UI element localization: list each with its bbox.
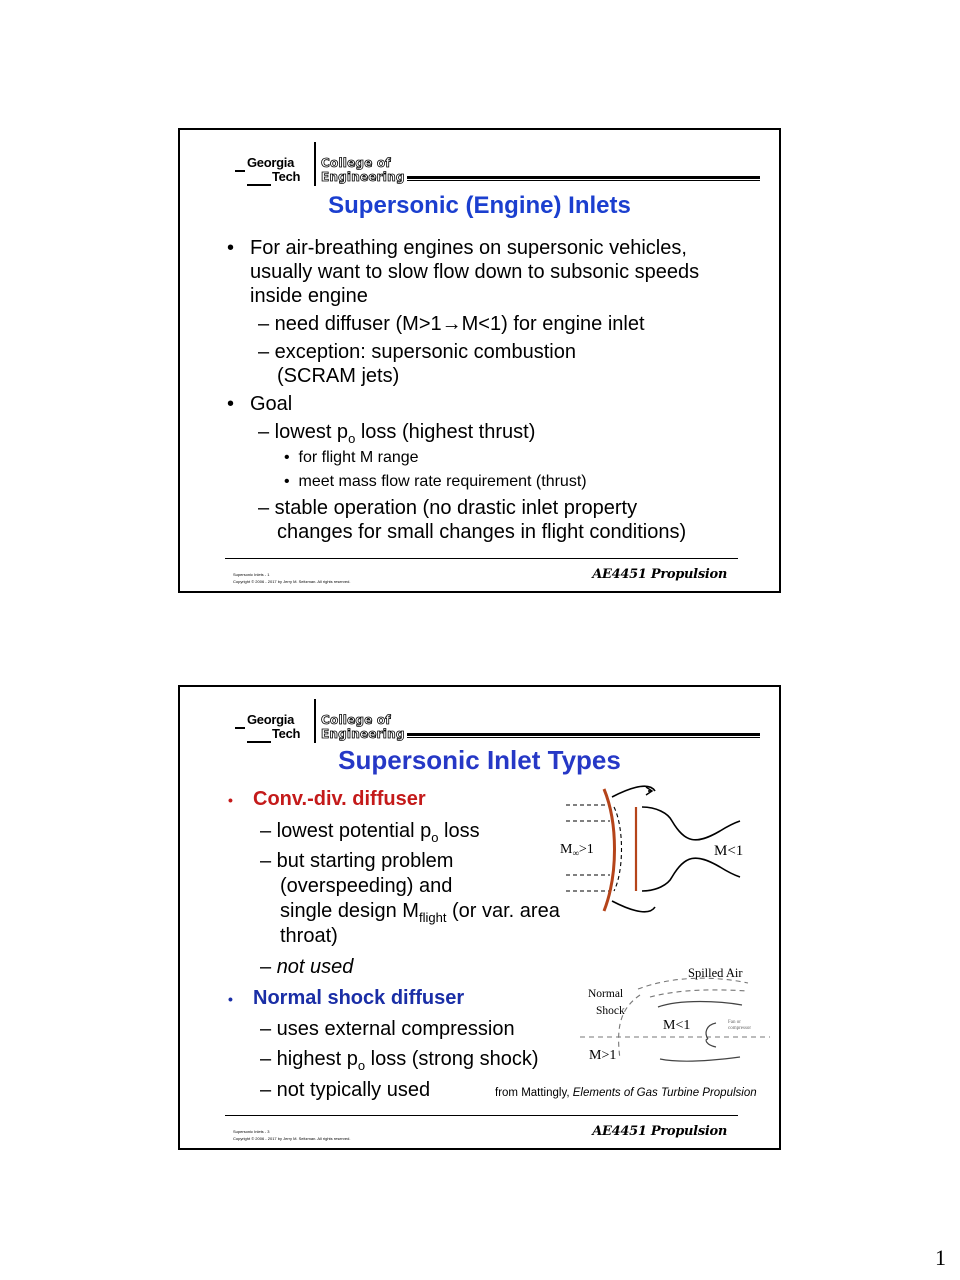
sub-bullet-highest-loss: – highest $p_o$ loss (strong shock)	[260, 1048, 539, 1073]
coe-line2: Engineering	[321, 170, 405, 184]
bullet-dot: •	[227, 393, 235, 415]
slide-2	[178, 685, 781, 1150]
sub-bullet-starting-line3: single design $M_{flight}$ (or var. area	[280, 900, 560, 925]
supersonic-mach-label: M>1	[589, 1048, 617, 1063]
mach-outflow-label: M<1	[714, 843, 744, 859]
slide-title: Supersonic (Engine) Inlets	[328, 192, 631, 219]
bullet-dot: •	[227, 237, 235, 259]
sub-bullet-starting-line1: – but starting problem	[260, 850, 454, 872]
sub-bullet-stable-line1: – stable operation (no drastic inlet property	[258, 497, 638, 519]
sub-bullet-stable-line2: changes for small changes in flight conditions)	[277, 521, 687, 543]
subsub-bullet-mass-flow: • meet mass flow rate requirement (thrust)	[284, 473, 587, 490]
sub-bullet-starting-line4: throat)	[280, 925, 338, 947]
fan-label: Fan or	[728, 1020, 741, 1025]
normal-shock-curve	[604, 789, 615, 911]
sub-bullet-exception-line1: – exception: supersonic combustion	[258, 341, 576, 363]
gt-georgia-text: Georgia	[247, 712, 295, 727]
footer-course: AE4451 Propulsion	[592, 1124, 727, 1139]
bullet-1-line1: For air-breathing engines on supersonic vehicles,	[250, 237, 687, 259]
sub-bullet-lowest-loss: – lowest $p_o$ loss (highest thrust)	[258, 421, 536, 446]
bullet-2: Goal	[250, 393, 293, 415]
slide-1	[178, 128, 781, 593]
footer-copyright: Copyright © 2006 - 2017 by Jerry M. Seitzman. All rights reserved.	[233, 579, 351, 584]
sub-bullet-diffuser: – need diffuser (M>1→M<1) for engine inlet	[258, 313, 645, 335]
bullet-conv-div: Conv.-div. diffuser	[253, 788, 426, 810]
normal-shock-diffuser-figure	[580, 967, 780, 1082]
footer-copyright: Copyright © 2006 - 2017 by Jerry M. Seitzman. All rights reserved.	[233, 1136, 351, 1141]
shock-label: Shock	[596, 1005, 625, 1017]
sub-bullet-not-typically-used: – not typically used	[260, 1079, 431, 1101]
footer-rule	[225, 1115, 738, 1116]
sub-bullet-external-compression: – uses external compression	[260, 1018, 515, 1040]
spilled-air-label: Spilled Air	[688, 967, 743, 980]
sub-bullet-exception-line2: (SCRAM jets)	[277, 365, 400, 387]
compressor-label: compressor	[728, 1026, 752, 1031]
conv-div-diffuser-figure	[560, 783, 760, 918]
lower-inflow-streamline	[612, 901, 655, 912]
figure-source: from Mattingly, Elements of Gas Turbine Propulsion	[495, 1087, 757, 1099]
sub-bullet-lowest-potential: – lowest potential $p_o$ loss	[260, 820, 480, 845]
coe-line1: College of	[321, 713, 391, 727]
bullet-dot-red: •	[228, 792, 233, 808]
bullet-dot-navy: •	[228, 991, 233, 1007]
footer-slide-id: Supersonic Inlets - 3	[233, 1129, 270, 1134]
coe-line1: College of	[321, 156, 391, 170]
footer-slide-id: Supersonic Inlets - 1	[233, 572, 270, 577]
coe-line2: Engineering	[321, 727, 405, 741]
header-logo	[235, 697, 765, 747]
gt-georgia-text: Georgia	[247, 155, 295, 170]
header-rule	[407, 733, 760, 738]
lower-wall	[642, 858, 740, 891]
footer-rule	[225, 558, 738, 559]
sub-bullet-not-used: – not used	[260, 956, 354, 978]
sub-bullet-starting-line2: (overspeeding) and	[280, 875, 453, 897]
subsub-bullet-flight-range: • for flight M range	[284, 449, 419, 466]
bullet-1-line2: usually want to slow flow down to subsonic speeds	[250, 261, 700, 283]
gt-tech-text: Tech	[272, 169, 301, 184]
normal-label: Normal	[588, 988, 624, 1000]
footer-course: AE4451 Propulsion	[592, 567, 727, 582]
page-number: 1	[935, 1245, 946, 1270]
bullet-normal-shock: Normal shock diffuser	[253, 987, 465, 1009]
upper-wall	[642, 807, 740, 840]
subsonic-mach-label: M<1	[663, 1018, 691, 1033]
header-rule	[407, 176, 760, 181]
mach-inflow-label: $M_\infty>1$	[560, 842, 594, 858]
slide-title: Supersonic Inlet Types	[338, 745, 621, 775]
gt-tech-text: Tech	[272, 726, 301, 741]
bullet-1-line3: inside engine	[250, 285, 368, 307]
header-logo	[235, 140, 765, 190]
